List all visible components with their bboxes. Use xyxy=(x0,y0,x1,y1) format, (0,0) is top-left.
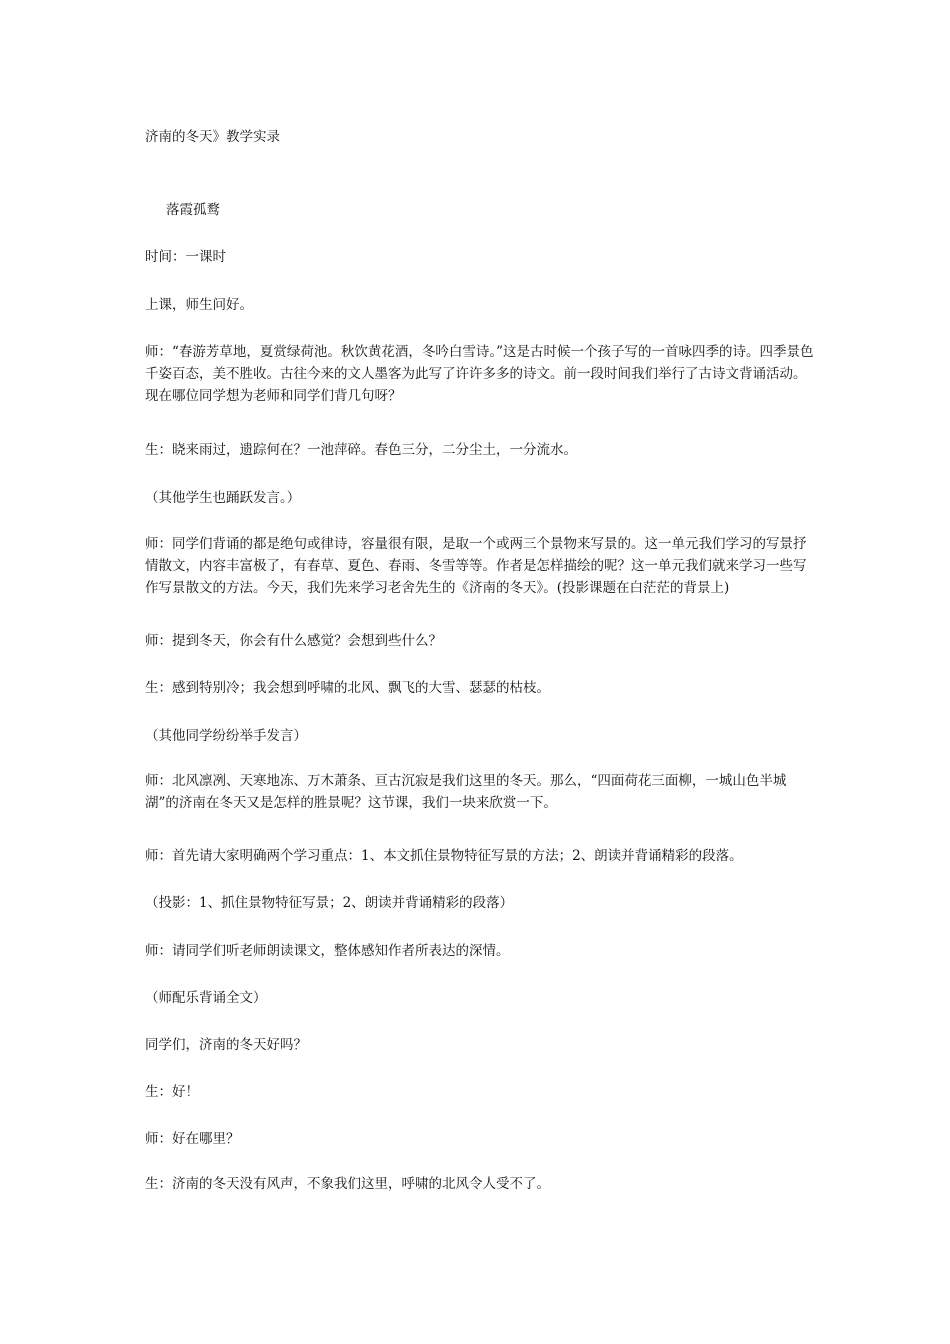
paragraph-projection: （投影：1、抓住景物特征写景；2、朗读并背诵精彩的段落） xyxy=(145,895,514,911)
paragraph-student-wind: 生：济南的冬天没有风声，不象我们这里，呼啸的北风令人受不了。 xyxy=(145,1176,550,1192)
paragraph-other-students: （其他学生也踊跃发言。） xyxy=(145,490,301,506)
paragraph-teacher-listen: 师：请同学们听老师朗读课文，整体感知作者所表达的深情。 xyxy=(145,943,510,959)
paragraph-teacher-intro: 师：“春游芳草地，夏赏绿荷池。秋饮黄花酒，冬吟白雪诗。”这是古时候一个孩子写的一首咏四季的诗。四季景色千姿百态，美不胜收。古往今来的文人墨客为此写了许许多多的诗文。前一段时间我们举行了古诗文背诵活动。现在哪位同学想为老师和同学们背几句呀？ xyxy=(145,344,814,404)
document-author: 落霞孤鹜 xyxy=(166,202,220,218)
paragraph-student-cold: 生：感到特别冷；我会想到呼啸的北风、飘飞的大雪、瑟瑟的枯枝。 xyxy=(145,680,550,696)
paragraph-teacher-unit: 师：同学们背诵的都是绝句或律诗，容量很有限，是取一个或两三个景物来写景的。这一单元我们学习的写景抒情散文，内容丰富极了，有春草、夏色、春雨、冬雪等等。作者是怎样描绘的呢？这一单元我们就来学习一些写作写景散文的方法。今天，我们先来学习老舍先生的《济南的冬天》。(投影课题在白茫茫的背景上) xyxy=(145,536,807,596)
paragraph-teacher-where: 师：好在哪里？ xyxy=(145,1131,240,1147)
paragraph-teacher-goals: 师：首先请大家明确两个学习重点：1、本文抓住景物特征写景的方法；2、朗读并背诵精彩的段落。 xyxy=(145,848,743,864)
paragraph-teacher-question: 师：提到冬天，你会有什么感觉？会想到些什么？ xyxy=(145,633,442,649)
paragraph-teacher-jinan: 师：北风凛冽、天寒地冻、万木萧条、亘古沉寂是我们这里的冬天。那么，“四面荷花三面柳，一城山色半城湖”的济南在冬天又是怎样的胜景呢？这节课，我们一块来欣赏一下。 xyxy=(145,773,787,811)
paragraph-question-good: 同学们，济南的冬天好吗？ xyxy=(145,1037,307,1053)
document-title: 济南的冬天》教学实录 xyxy=(145,129,280,145)
paragraph-students-raise-hands: （其他同学纷纷举手发言） xyxy=(145,728,307,744)
paragraph-student-good: 生：好！ xyxy=(145,1084,199,1100)
paragraph-greeting: 上课，师生问好。 xyxy=(145,297,253,313)
paragraph-time: 时间：一课时 xyxy=(145,249,226,265)
paragraph-teacher-music: （师配乐背诵全文） xyxy=(145,990,267,1006)
paragraph-student-recite: 生：晓来雨过，遗踪何在？一池萍碎。春色三分，二分尘土，一分流水。 xyxy=(145,442,577,458)
